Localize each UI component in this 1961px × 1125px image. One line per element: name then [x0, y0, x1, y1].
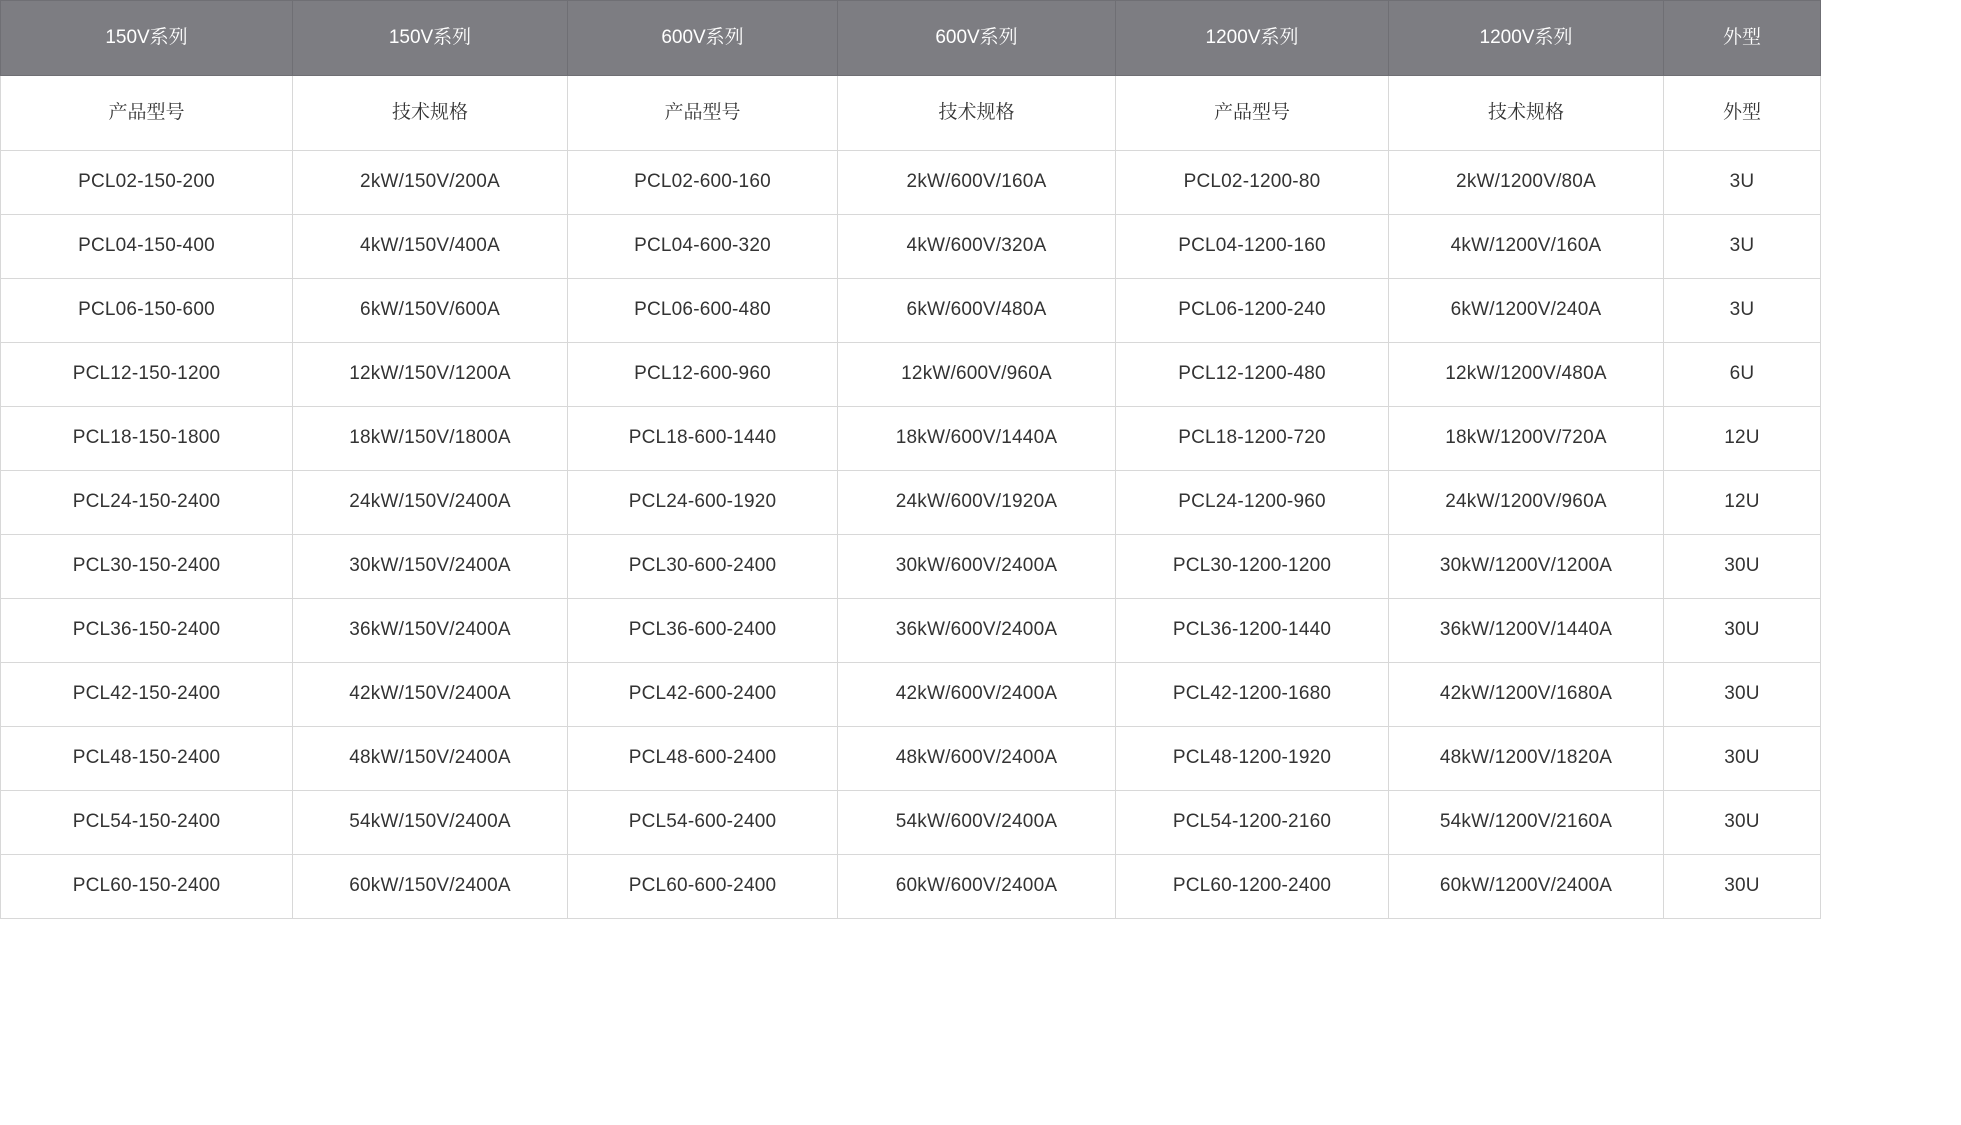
cell-spec-1200v: 60kW/1200V/2400A — [1389, 855, 1664, 919]
subheader-model-1200v: 产品型号 — [1116, 76, 1389, 151]
cell-form-factor: 30U — [1664, 599, 1821, 663]
cell-spec-1200v: 48kW/1200V/1820A — [1389, 727, 1664, 791]
table-row — [1, 151, 1821, 215]
cell-spec-600v: 12kW/600V/960A — [838, 343, 1116, 407]
cell-model-1200v: PCL04-1200-160 — [1116, 215, 1389, 279]
cell-spec-150v: 4kW/150V/400A — [293, 215, 568, 279]
cell-spec-600v: 18kW/600V/1440A — [838, 407, 1116, 471]
column-header-series-150v-spec: 150V系列 — [293, 1, 568, 76]
cell-spec-150v: 42kW/150V/2400A — [293, 663, 568, 727]
cell-model-150v: PCL48-150-2400 — [1, 727, 293, 791]
table-header-row — [1, 1, 1821, 76]
cell-spec-1200v: 30kW/1200V/1200A — [1389, 535, 1664, 599]
cell-spec-150v: 60kW/150V/2400A — [293, 855, 568, 919]
cell-spec-600v: 48kW/600V/2400A — [838, 727, 1116, 791]
cell-spec-150v: 2kW/150V/200A — [293, 151, 568, 215]
subheader-form-factor: 外型 — [1664, 76, 1821, 151]
column-header-series-1200v-model: 1200V系列 — [1116, 1, 1389, 76]
column-header-series-1200v-spec: 1200V系列 — [1389, 1, 1664, 76]
cell-model-600v: PCL24-600-1920 — [568, 471, 838, 535]
cell-model-600v: PCL30-600-2400 — [568, 535, 838, 599]
cell-model-600v: PCL18-600-1440 — [568, 407, 838, 471]
cell-spec-600v: 54kW/600V/2400A — [838, 791, 1116, 855]
cell-model-1200v: PCL30-1200-1200 — [1116, 535, 1389, 599]
cell-model-150v: PCL02-150-200 — [1, 151, 293, 215]
cell-model-1200v: PCL60-1200-2400 — [1116, 855, 1389, 919]
cell-model-1200v: PCL36-1200-1440 — [1116, 599, 1389, 663]
cell-model-150v: PCL06-150-600 — [1, 279, 293, 343]
cell-model-1200v: PCL06-1200-240 — [1116, 279, 1389, 343]
cell-spec-600v: 36kW/600V/2400A — [838, 599, 1116, 663]
cell-model-1200v: PCL12-1200-480 — [1116, 343, 1389, 407]
cell-form-factor: 3U — [1664, 279, 1821, 343]
cell-spec-150v: 18kW/150V/1800A — [293, 407, 568, 471]
cell-model-600v: PCL06-600-480 — [568, 279, 838, 343]
cell-model-1200v: PCL48-1200-1920 — [1116, 727, 1389, 791]
cell-model-150v: PCL36-150-2400 — [1, 599, 293, 663]
cell-spec-1200v: 42kW/1200V/1680A — [1389, 663, 1664, 727]
cell-spec-150v: 6kW/150V/600A — [293, 279, 568, 343]
cell-form-factor: 3U — [1664, 215, 1821, 279]
table-row — [1, 343, 1821, 407]
cell-spec-150v: 36kW/150V/2400A — [293, 599, 568, 663]
cell-spec-600v: 30kW/600V/2400A — [838, 535, 1116, 599]
cell-model-600v: PCL54-600-2400 — [568, 791, 838, 855]
cell-model-150v: PCL42-150-2400 — [1, 663, 293, 727]
subheader-spec-1200v: 技术规格 — [1389, 76, 1664, 151]
cell-form-factor: 30U — [1664, 855, 1821, 919]
cell-model-150v: PCL18-150-1800 — [1, 407, 293, 471]
cell-spec-150v: 30kW/150V/2400A — [293, 535, 568, 599]
cell-form-factor: 30U — [1664, 791, 1821, 855]
column-header-series-600v-spec: 600V系列 — [838, 1, 1116, 76]
cell-spec-600v: 24kW/600V/1920A — [838, 471, 1116, 535]
cell-spec-1200v: 2kW/1200V/80A — [1389, 151, 1664, 215]
column-header-series-600v-model: 600V系列 — [568, 1, 838, 76]
table-row — [1, 471, 1821, 535]
cell-spec-1200v: 36kW/1200V/1440A — [1389, 599, 1664, 663]
cell-model-150v: PCL60-150-2400 — [1, 855, 293, 919]
cell-spec-150v: 24kW/150V/2400A — [293, 471, 568, 535]
cell-spec-1200v: 24kW/1200V/960A — [1389, 471, 1664, 535]
cell-model-1200v: PCL18-1200-720 — [1116, 407, 1389, 471]
table-row — [1, 279, 1821, 343]
table-row — [1, 791, 1821, 855]
table-row — [1, 855, 1821, 919]
subheader-spec-150v: 技术规格 — [293, 76, 568, 151]
cell-model-600v: PCL60-600-2400 — [568, 855, 838, 919]
cell-model-150v: PCL12-150-1200 — [1, 343, 293, 407]
table-row — [1, 599, 1821, 663]
subheader-spec-600v: 技术规格 — [838, 76, 1116, 151]
cell-spec-600v: 42kW/600V/2400A — [838, 663, 1116, 727]
cell-model-600v: PCL42-600-2400 — [568, 663, 838, 727]
table-row — [1, 407, 1821, 471]
cell-spec-1200v: 6kW/1200V/240A — [1389, 279, 1664, 343]
cell-spec-600v: 2kW/600V/160A — [838, 151, 1116, 215]
table-head — [1, 1, 1821, 76]
table-row — [1, 727, 1821, 791]
cell-spec-600v: 4kW/600V/320A — [838, 215, 1116, 279]
cell-model-600v: PCL36-600-2400 — [568, 599, 838, 663]
cell-spec-1200v: 12kW/1200V/480A — [1389, 343, 1664, 407]
cell-model-600v: PCL02-600-160 — [568, 151, 838, 215]
cell-spec-600v: 60kW/600V/2400A — [838, 855, 1116, 919]
table-body — [1, 76, 1821, 919]
column-header-series-150v-model: 150V系列 — [1, 1, 293, 76]
cell-form-factor: 30U — [1664, 663, 1821, 727]
cell-form-factor: 12U — [1664, 471, 1821, 535]
cell-model-1200v: PCL42-1200-1680 — [1116, 663, 1389, 727]
cell-spec-150v: 12kW/150V/1200A — [293, 343, 568, 407]
cell-model-600v: PCL04-600-320 — [568, 215, 838, 279]
cell-form-factor: 30U — [1664, 535, 1821, 599]
cell-form-factor: 3U — [1664, 151, 1821, 215]
cell-spec-150v: 54kW/150V/2400A — [293, 791, 568, 855]
subheader-model-150v: 产品型号 — [1, 76, 293, 151]
cell-spec-1200v: 18kW/1200V/720A — [1389, 407, 1664, 471]
cell-spec-600v: 6kW/600V/480A — [838, 279, 1116, 343]
cell-spec-1200v: 4kW/1200V/160A — [1389, 215, 1664, 279]
cell-model-600v: PCL48-600-2400 — [568, 727, 838, 791]
cell-form-factor: 12U — [1664, 407, 1821, 471]
cell-model-1200v: PCL54-1200-2160 — [1116, 791, 1389, 855]
table-row — [1, 663, 1821, 727]
cell-spec-150v: 48kW/150V/2400A — [293, 727, 568, 791]
table-subheader-row — [1, 76, 1821, 151]
table-row — [1, 535, 1821, 599]
cell-model-150v: PCL24-150-2400 — [1, 471, 293, 535]
cell-model-600v: PCL12-600-960 — [568, 343, 838, 407]
cell-form-factor: 30U — [1664, 727, 1821, 791]
cell-spec-1200v: 54kW/1200V/2160A — [1389, 791, 1664, 855]
cell-model-150v: PCL04-150-400 — [1, 215, 293, 279]
cell-model-1200v: PCL02-1200-80 — [1116, 151, 1389, 215]
subheader-model-600v: 产品型号 — [568, 76, 838, 151]
table-row — [1, 215, 1821, 279]
cell-model-150v: PCL30-150-2400 — [1, 535, 293, 599]
cell-model-1200v: PCL24-1200-960 — [1116, 471, 1389, 535]
column-header-form-factor: 外型 — [1664, 1, 1821, 76]
cell-model-150v: PCL54-150-2400 — [1, 791, 293, 855]
cell-form-factor: 6U — [1664, 343, 1821, 407]
